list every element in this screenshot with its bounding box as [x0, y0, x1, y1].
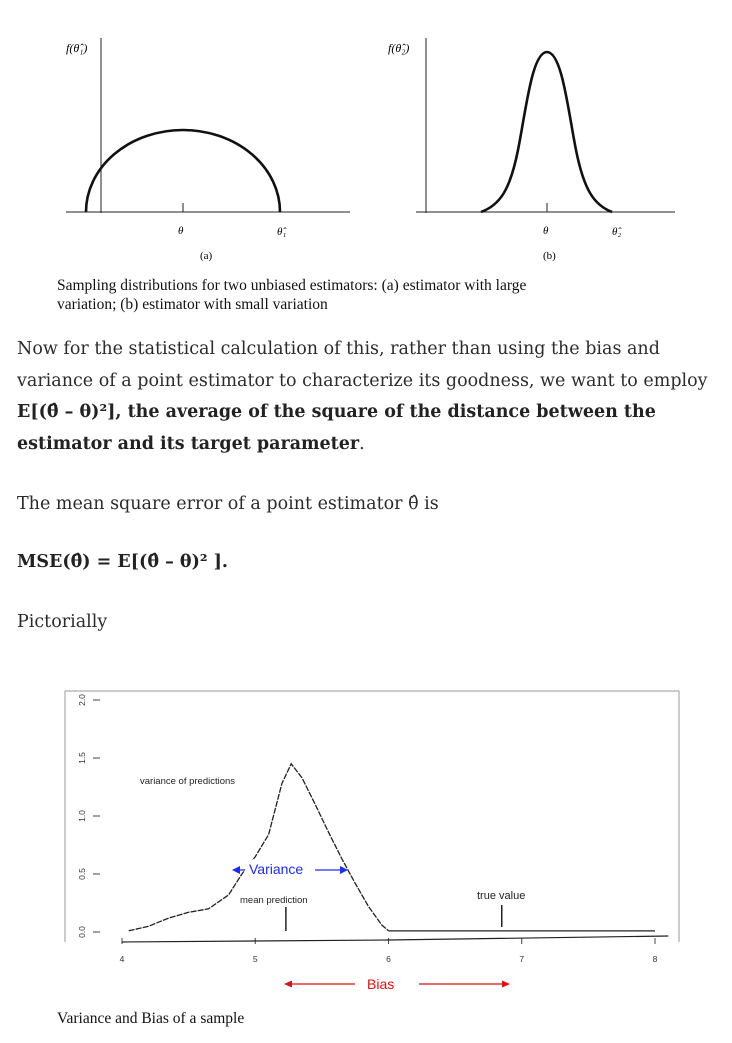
- paragraph-explanation: [17, 334, 717, 460]
- mean-prediction-label: mean prediction: [240, 895, 308, 906]
- y-tick-label: 1.0: [77, 810, 87, 822]
- figure1-caption: [57, 276, 526, 314]
- y-tick-label: 0.0: [77, 926, 87, 938]
- y-tick-label: 0.5: [77, 868, 87, 880]
- variance-of-predictions-label: variance of predictions: [140, 776, 236, 787]
- figure1-caption-line1: Sampling distributions for two unbiased estimators: (a) estimator with large: [57, 277, 527, 294]
- bias-arrow: [284, 976, 510, 992]
- panel-a-y-label: f(θ̂₁): [66, 41, 88, 55]
- paragraph-explanation-bold: E[(θ̂ – θ)²], the average of the square of the distance between the estimator and its target parameter: [17, 402, 656, 454]
- paragraph-explanation-text-b: .: [359, 433, 365, 454]
- figure2-caption: Variance and Bias of a sample: [57, 1010, 245, 1027]
- panel-a-curve: [86, 130, 280, 212]
- panel-b-sublabel: (b): [543, 250, 556, 262]
- paragraph-mse-definition: The mean square error of a point estimator θ̂ is: [17, 494, 439, 514]
- y-tick-label: 2.0: [77, 694, 87, 706]
- x-tick-label: 7: [519, 954, 525, 964]
- paragraph-explanation-text-a: Now for the statistical calculation of this, rather than using the bias and variance of a point estimator to characterize its goodness, we want to employ: [17, 339, 708, 391]
- variance-bias-chart: [60, 688, 684, 998]
- figure1-caption-line2: variation; (b) estimator with small variation: [57, 296, 328, 313]
- x-tick-label: 5: [252, 954, 258, 964]
- x-tick-label: 8: [652, 954, 658, 964]
- x-tick-label: 4: [119, 954, 125, 964]
- panel-b: [388, 38, 675, 262]
- mse-formula: MSE(θ̂) = E[(θ̂ – θ)² ].: [17, 552, 229, 572]
- panel-b-curve: [481, 52, 612, 212]
- panel-b-hat-label: θ̂₂: [612, 226, 622, 238]
- y-tick-label: 1.5: [77, 752, 87, 764]
- variance-label: Variance: [249, 861, 304, 877]
- bias-label: Bias: [367, 976, 395, 992]
- paragraph-pictorially: Pictorially: [17, 612, 108, 632]
- bias-arrow-right-head: [502, 981, 510, 988]
- panel-a-sublabel: (a): [200, 250, 213, 262]
- panel-a: [66, 38, 350, 262]
- panel-b-theta-label: θ: [543, 225, 549, 237]
- true-value-label: true value: [477, 890, 526, 902]
- panel-a-hat-label: θ̂₁: [277, 226, 287, 238]
- bias-arrow-left-head: [284, 981, 292, 988]
- panel-b-y-label: f(θ̂₂): [388, 41, 410, 55]
- panel-a-theta-label: θ: [178, 225, 184, 237]
- x-tick-label: 6: [386, 954, 391, 964]
- sampling-distributions-figure: [0, 0, 732, 275]
